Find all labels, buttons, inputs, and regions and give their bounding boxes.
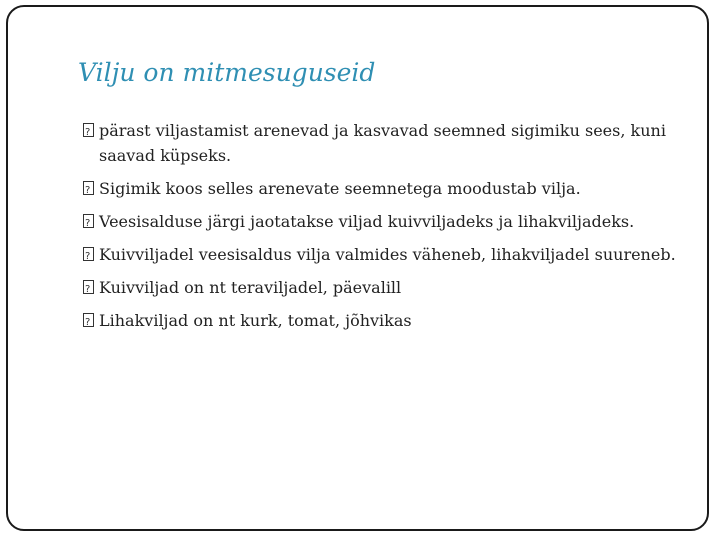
bullet-item [83, 275, 683, 300]
bullet-item [83, 176, 683, 201]
missing-glyph-box-icon [83, 123, 94, 137]
slide-title: Vilju on mitmesuguseid [78, 58, 376, 87]
bullet-item [83, 209, 683, 234]
bullet-item [83, 308, 683, 333]
bullet-text: Kuivviljadel veesisaldus vilja valmides väheneb, lihakviljadel suureneb. [99, 245, 676, 264]
missing-glyph-box-icon [83, 313, 94, 327]
missing-glyph-box-icon [83, 247, 94, 261]
bullet-text: pärast viljastamist arenevad ja kasvavad seemned sigimiku sees, kuni saavad küpseks. [99, 121, 666, 165]
bullet-text: Veesisalduse järgi jaotatakse viljad kuivviljadeks ja lihakviljadeks. [99, 212, 635, 231]
missing-glyph-box-icon [83, 181, 94, 195]
bullet-text: Sigimik koos selles arenevate seemnetega moodustab vilja. [99, 179, 581, 198]
bullet-text: Lihakviljad on nt kurk, tomat, jõhvikas [99, 311, 412, 330]
bullet-item [83, 118, 683, 168]
bullet-list [83, 118, 683, 341]
bullet-item [83, 242, 683, 267]
missing-glyph-box-icon [83, 280, 94, 294]
missing-glyph-box-icon [83, 214, 94, 228]
bullet-text: Kuivviljad on nt teraviljadel, päevalill [99, 278, 402, 297]
